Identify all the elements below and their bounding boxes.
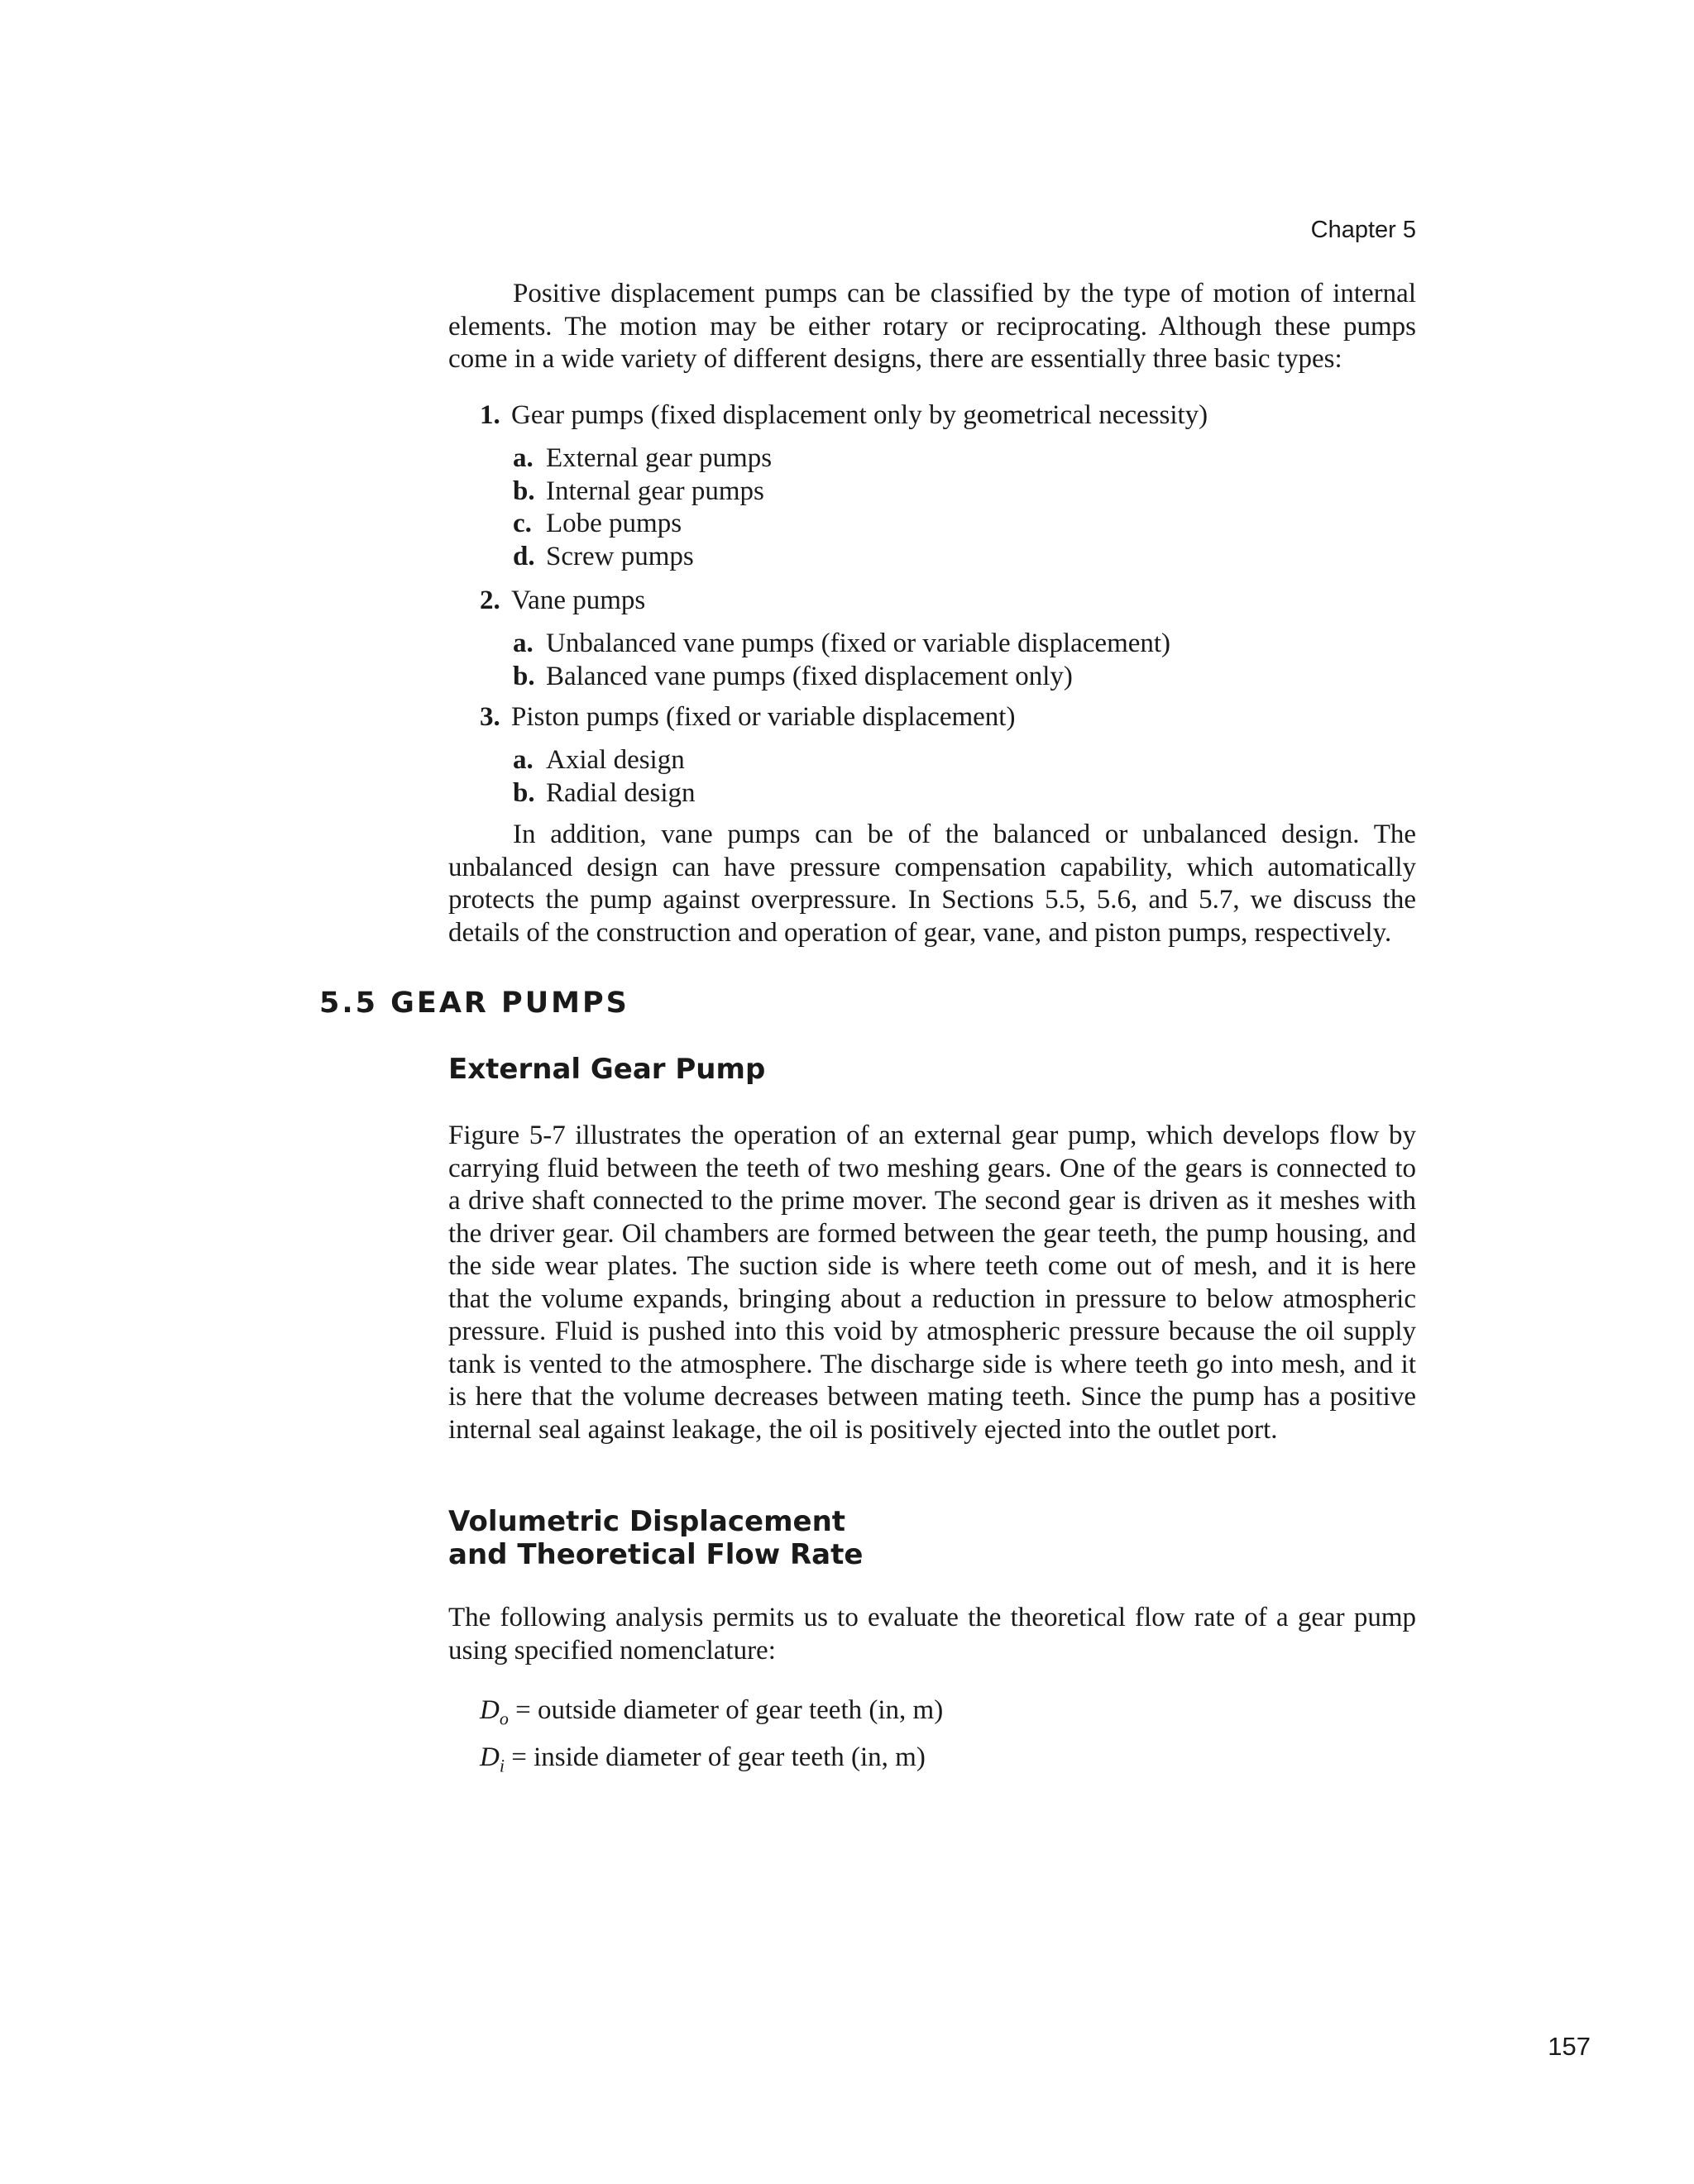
list-item-1 (480, 399, 1414, 432)
list-number: 1. (480, 400, 500, 430)
list-item-2 (480, 585, 1414, 618)
sub-text: Axial design (546, 745, 685, 775)
list-number: 2. (480, 585, 500, 615)
analysis-paragraph: The following analysis permits us to evaluate the theoretical flow rate of a gear pump using specified nomenclature: (448, 1603, 1416, 1665)
definition-inside-diameter (480, 1738, 943, 1785)
balanced-design-paragraph: In addition, vane pumps can be of the balanced or unbalanced design. The unbalanced design can have pressure compensation capability, which automatically protects the pump against overpressure. In Sections 5.5, 5.6, and 5.7, we discuss the details of the construction and operation of gear, vane, and piston pumps, respectively. (448, 820, 1416, 948)
external-gear-paragraph: Figure 5-7 illustrates the operation of an external gear pump, which develops flow by carrying fluid between the teeth of two meshing gears. One of the gears is connected to a drive shaft connected to the prime mover. The second gear is driven as it meshes with the driver gear. Oil chambers are formed between the gear teeth, the pump housing, and the side wear plates. The suction side is where teeth come out of mesh, and it is here that the volume expands, bringing about a reduction in pressure to below atmospheric pressure. Fluid is pushed into this void by atmospheric pressure because the oil supply tank is vented to the atmosphere. The discharge side is where teeth go into mesh, and it is here that the volume decreases between mating teeth. Since the pump has a positive internal seal against leakage, the oil is positively ejected into the outlet port. (448, 1121, 1416, 1445)
sub-item (480, 777, 1414, 810)
page-number: 157 (1548, 2032, 1591, 2061)
symbol-subscript: o (499, 1708, 509, 1729)
chapter-header: Chapter 5 (1310, 217, 1416, 243)
sub-letter: a. (513, 443, 534, 473)
sub-letter: a. (513, 628, 534, 658)
sub-text: Lobe pumps (546, 509, 682, 538)
subheading-external-gear-pump: External Gear Pump (448, 1053, 766, 1086)
sub-item (480, 541, 1414, 574)
sub-item (480, 628, 1414, 661)
definition-text: = outside diameter of gear teeth (in, m) (508, 1695, 944, 1725)
sub-item (480, 508, 1414, 541)
list-item-2-subitems (480, 628, 1414, 693)
list-item-1-subitems (480, 442, 1414, 573)
sub-item (480, 744, 1414, 777)
section-title: 5.5 GEAR PUMPS (319, 987, 629, 1020)
sub-text: Internal gear pumps (546, 476, 764, 506)
sub-letter: c. (513, 509, 532, 538)
symbol: D (480, 1742, 500, 1772)
sub-text: Screw pumps (546, 541, 694, 571)
sub-text: Radial design (546, 777, 696, 808)
sub-text: Unbalanced vane pumps (fixed or variable displacement) (546, 628, 1171, 658)
sub-item (480, 476, 1414, 509)
sub-letter: b. (513, 777, 535, 808)
sub-item (480, 661, 1414, 694)
intro-paragraph: Positive displacement pumps can be classified by the type of motion of internal elements. The motion may be either rotary or reciprocating. Although these pumps come in a wide variety of different designs, there are essentially three basic types: (448, 279, 1416, 374)
definition-outside-diameter (480, 1691, 943, 1738)
list-text: Gear pumps (fixed displacement only by geometrical necessity) (511, 400, 1208, 430)
symbol-subscript: i (499, 1755, 505, 1776)
sub-item (480, 442, 1414, 476)
list-item-3-subitems (480, 744, 1414, 810)
definition-text: = inside diameter of gear teeth (in, m) (504, 1742, 926, 1772)
sub-letter: a. (513, 745, 534, 775)
sub-letter: b. (513, 476, 535, 506)
subheading-line-2: and Theoretical Flow Rate (448, 1538, 864, 1571)
sub-text: Balanced vane pumps (fixed displacement only) (546, 661, 1073, 691)
list-text: Vane pumps (511, 585, 646, 615)
sub-letter: d. (513, 541, 535, 571)
list-number: 3. (480, 702, 500, 732)
sub-text: External gear pumps (546, 443, 773, 473)
subheading-line-1: Volumetric Displacement (448, 1505, 846, 1538)
symbol: D (480, 1695, 500, 1725)
list-text: Piston pumps (fixed or variable displacement) (511, 702, 1016, 732)
list-item-3 (480, 701, 1414, 734)
sub-letter: b. (513, 661, 535, 691)
nomenclature-list (480, 1691, 943, 1785)
subheading-volumetric-displacement (448, 1505, 863, 1571)
